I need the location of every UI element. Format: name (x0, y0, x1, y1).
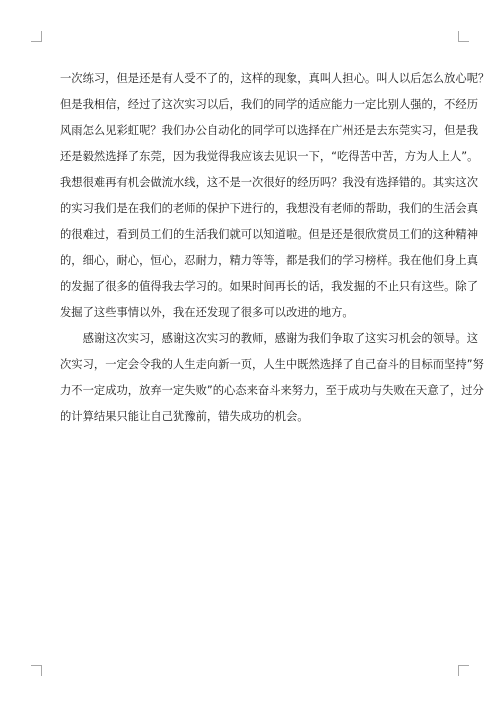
text-line: 一次练习，但是还是有人受不了的，这样的现象，真叫人担心。叫人以后怎么放心呢？ (60, 72, 490, 85)
crop-mark-bottom-right (458, 665, 469, 676)
paragraph-1 (60, 66, 490, 326)
text-line: 风雨怎么见彩虹呢？我们办公自动化的同学可以选择在广州还是去东莞实习，但是我 (60, 124, 478, 137)
text-line: 力不一定成功，放弃一定失败”的心态来奋斗来努力，至于成功与失败在天意了，过分 (60, 384, 484, 397)
text-line: 发掘了这些事情以外，我在还发现了很多可以改进的地方。 (60, 306, 354, 319)
text-line: 的实习我们是在我们的老师的保护下进行的，我想没有老师的帮助，我们的生活会真 (60, 202, 478, 215)
text-line: 我想很难再有机会做流水线，这不是一次很好的经历吗？我没有选择错的。其实这次 (60, 176, 478, 189)
text-line: 的，细心，耐心，恒心，忍耐力，精力等等，都是我们的学习榜样。我在他们身上真 (60, 254, 478, 267)
crop-mark-top-left (31, 31, 42, 42)
text-line: 次实习，一定会令我的人生走向新一页，人生中既然选择了自己奋斗的目标而坚持”努 (60, 358, 484, 371)
text-line: 的发掘了很多的值得我去学习的。如果时间再长的话，我发掘的不止只有这些。除了 (60, 280, 478, 293)
text-line: 感谢这次实习，感谢这次实习的教师，感谢为我们争取了这实习机会的领导。这 (60, 332, 478, 345)
text-line: 的计算结果只能让自己犹豫前，错失成功的机会。 (60, 410, 309, 423)
text-line: 的很难过，看到员工们的生活我们就可以知道啦。但是还是很欣赏员工们的这种精神 (60, 228, 478, 241)
text-line: 还是毅然选择了东莞，因为我觉得我应该去见识一下，“吃得苦中苦，方为人上人”。 (60, 150, 479, 163)
text-line: 但是我相信，经过了这次实习以后，我们的同学的适应能力一定比别人强的，不经历 (60, 98, 478, 111)
document-body (60, 66, 490, 430)
crop-mark-bottom-left (31, 665, 42, 676)
paragraph-2 (60, 326, 484, 430)
crop-mark-top-right (458, 31, 469, 42)
